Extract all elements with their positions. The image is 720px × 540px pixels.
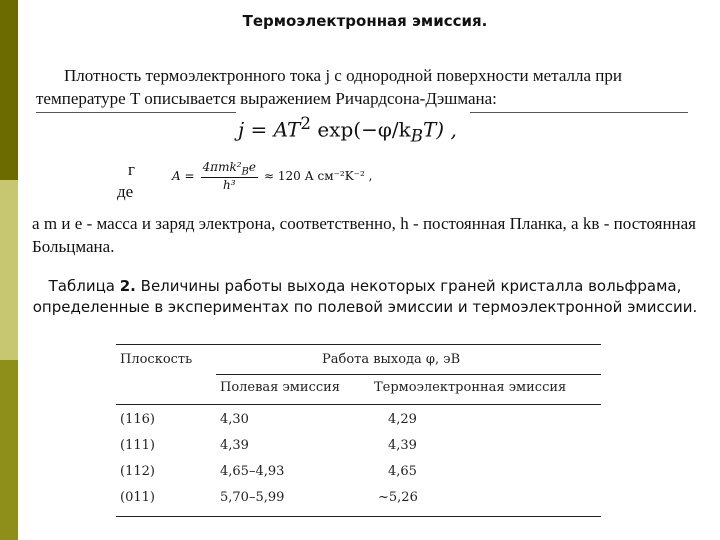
row4-thermo: ~5,26 [378, 490, 418, 505]
row1-field: 4,30 [220, 412, 249, 427]
header-field-emission: Полевая эмиссия [220, 380, 341, 395]
decor-bar-middle [0, 180, 18, 360]
formula-rhs: exp(−φ/k [310, 117, 411, 142]
formula-exp: 2 [300, 114, 311, 133]
row4-field: 5,70–5,99 [220, 490, 285, 505]
numerator-sub: B [241, 166, 249, 178]
caption-prefix: Таблица [48, 277, 120, 295]
formula-A-lhs: A = [172, 169, 195, 184]
numerator-tail: e [248, 160, 256, 174]
formula-A-rhs: ≈ 120 А см⁻²K⁻² , [264, 169, 373, 184]
numerator-main: 4πmk² [202, 160, 242, 174]
where-word-part2: де [117, 182, 134, 201]
formula-A-fraction [201, 160, 258, 192]
row2-thermo: 4,39 [388, 438, 417, 453]
caption-number: 2. [119, 277, 136, 295]
row4-plane: (011) [120, 490, 155, 505]
where-word-part1: г [128, 160, 135, 179]
richardson-formula [238, 114, 457, 146]
row2-plane: (111) [120, 438, 155, 453]
formula-A-numerator [201, 160, 258, 178]
table-rule-top [116, 344, 601, 345]
table-rule-header [116, 404, 601, 405]
divider-left [36, 112, 236, 113]
row3-thermo: 4,65 [388, 464, 417, 479]
row1-plane: (116) [120, 412, 155, 427]
constant-A-formula [172, 160, 372, 192]
row1-thermo: 4,29 [388, 412, 417, 427]
table-rule-sub [216, 374, 601, 375]
row3-field: 4,65–4,93 [220, 464, 285, 479]
formula-lhs: j = AT [238, 117, 301, 142]
row3-plane: (112) [120, 464, 155, 479]
table-rule-bottom [116, 516, 601, 517]
header-thermo-emission: Термоэлектронная эмиссия [374, 380, 567, 395]
paragraph-intro-text: Плотность термоэлектронного тока j с однородной поверхности металла при температуре T описывается выражением Ричардсона-Дэшмана: [36, 66, 622, 108]
decor-bar-bottom [0, 360, 18, 540]
formula-sub: B [410, 126, 423, 146]
formula-tail: T) , [422, 117, 457, 142]
page-title: Термоэлектронная эмиссия. [242, 12, 488, 30]
paragraph-definitions: a m и e - масса и заряд электрона, соответственно, h - постоянная Планка, а kв - постоянная Больцмана. [32, 214, 697, 256]
divider-right [470, 112, 688, 113]
row2-field: 4,39 [220, 438, 249, 453]
paragraph-intro [36, 64, 696, 110]
header-work-function: Работа выхода φ, эВ [322, 352, 461, 367]
caption-text: Величины работы выхода некоторых граней кристалла вольфрама, определенные в экспериментах по полевой эмиссии и термоэлектронной эмиссии. [32, 277, 698, 316]
table-caption [30, 276, 700, 318]
header-plane: Плоскость [120, 352, 193, 367]
formula-A-denominator: h³ [223, 178, 236, 193]
